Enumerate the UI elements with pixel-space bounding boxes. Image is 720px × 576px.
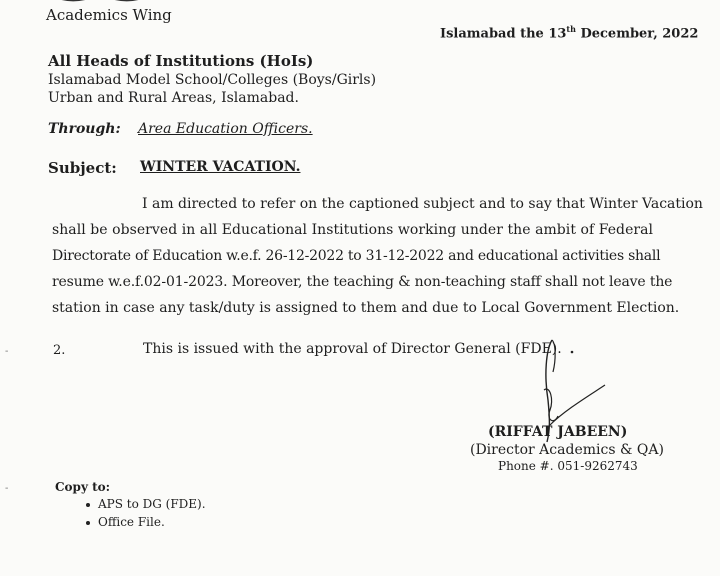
margin-mark: -: [5, 483, 9, 494]
body-line: Directorate of Education w.e.f. 26-12-2022 to 31-12-2022 and educational activities shall: [52, 248, 661, 264]
margin-mark: -: [5, 346, 9, 357]
copy-list-item: Office File.: [86, 515, 165, 529]
paragraph-number: 2.: [53, 343, 66, 358]
body-line: resume w.e.f.02-01-2023. Moreover, the teaching & non-teaching staff shall not leave the: [52, 274, 673, 290]
copy-list-item: APS to DG (FDE).: [86, 497, 206, 511]
body-line: I am directed to refer on the captioned subject and to say that Winter Vacation: [142, 196, 703, 212]
paragraph-2: This is issued with the approval of Director General (FDE).: [143, 341, 562, 357]
through-value: Area Education Officers.: [138, 121, 313, 137]
bullet-icon: [86, 521, 90, 525]
copy-to-label: Copy to:: [55, 480, 111, 494]
addressee-line-3: Urban and Rural Areas, Islamabad.: [48, 90, 299, 106]
body-line: station in case any task/duty is assigned to them and due to Local Government Election.: [52, 300, 680, 316]
signatory-title: (Director Academics & QA): [470, 442, 664, 458]
letterhead-wing: Academics Wing: [46, 6, 172, 24]
body-line: shall be observed in all Educational Institutions working under the ambit of Federal: [52, 222, 654, 238]
through-label: Through:: [48, 121, 121, 137]
letter-date: Islamabad the 13th December, 2022: [440, 24, 699, 42]
signatory-name: (RIFFAT JABEEN): [488, 424, 628, 440]
bullet-icon: [86, 503, 90, 507]
addressee-line-2: Islamabad Model School/Colleges (Boys/Girls): [48, 72, 377, 88]
signatory-phone: Phone #. 051-9262743: [498, 459, 638, 473]
addressee-line-1: All Heads of Institutions (HoIs): [48, 52, 314, 70]
subject-label: Subject:: [48, 159, 117, 177]
subject-value: WINTER VACATION.: [140, 159, 301, 175]
